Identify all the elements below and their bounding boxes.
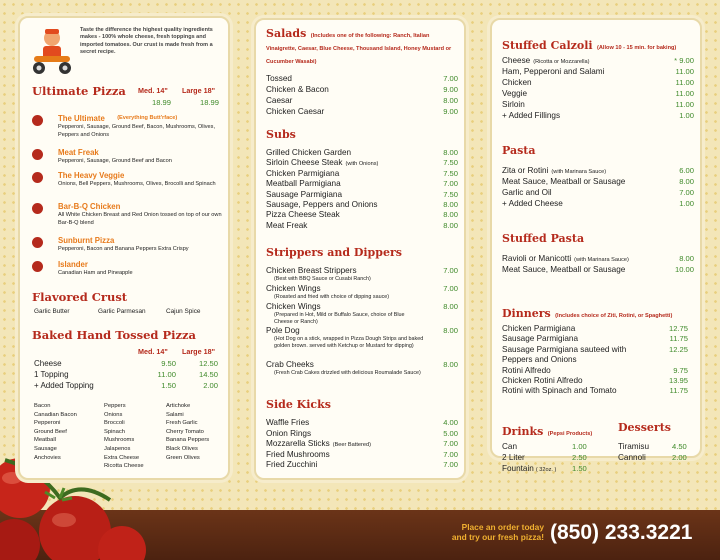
topping-item: Mushrooms xyxy=(104,437,135,444)
dinners-row xyxy=(502,386,688,395)
calzoli-item-price: 11.00 xyxy=(675,89,694,98)
topping-item: Extra Cheese xyxy=(104,454,140,461)
sidekicks-item-label: Fried Mushrooms xyxy=(266,449,330,459)
subs-row xyxy=(266,148,458,157)
salads-title: Salads xyxy=(266,27,307,40)
pizza-bullet-icon xyxy=(32,261,43,272)
pasta-item-note: (with Marinara Sauce) xyxy=(551,169,607,175)
calzoli-item-label: + Added Fillings xyxy=(502,111,561,120)
strippers-item-price: 7.00 xyxy=(443,266,458,275)
flavored-crust-title: Flavored Crust xyxy=(32,290,128,304)
drink-item-name xyxy=(502,442,517,451)
dinners-item-name xyxy=(502,345,626,354)
crust-item: Garlic Butter xyxy=(34,308,70,315)
dinners-row xyxy=(502,334,688,343)
dinners-note: (Includes choice of Ziti, Rotini, or Spaghetti) xyxy=(555,313,673,319)
sidekicks-item-label: Fried Zucchini xyxy=(266,460,318,470)
calzoli-item-label: Cheese xyxy=(502,56,531,65)
dinners-row xyxy=(502,366,688,375)
pasta-item-price: 6.00 xyxy=(679,166,694,175)
strippers-item-name: Crab Cheeks xyxy=(266,360,314,369)
subs-item-name xyxy=(266,179,341,188)
sidekicks-item-price: 7.00 xyxy=(443,449,458,459)
ultimate-large-label: Large 18" xyxy=(182,86,215,95)
salads-item-name xyxy=(266,107,324,116)
sidekicks-item-name xyxy=(266,450,330,459)
strippers-row xyxy=(266,360,458,369)
strippers-item-price: 8.00 xyxy=(443,360,458,369)
dinners-row xyxy=(502,376,688,385)
strippers-row xyxy=(266,302,458,311)
calzoli-item-label: Ham, Pepperoni and Salami xyxy=(502,67,605,76)
dinners-item-name xyxy=(502,355,577,364)
sidekicks-item-price: 5.00 xyxy=(443,428,458,438)
pizza-bullet-icon xyxy=(32,237,43,248)
calzoli-item-note: (Ricotta or Mozzarella) xyxy=(533,59,590,65)
pizza-name: Islander xyxy=(58,260,88,269)
phone-number[interactable]: (850) 233.3221 xyxy=(550,521,693,544)
subs-item-price: 7.50 xyxy=(443,189,458,199)
dinners-item-price: 11.75 xyxy=(669,386,688,396)
subs-item-label: Pizza Cheese Steak xyxy=(266,210,340,220)
sidekicks-row xyxy=(266,429,458,438)
pasta-item-price: 8.00 xyxy=(679,177,694,186)
dinners-item-name xyxy=(502,324,575,333)
calzoli-item-price: 1.00 xyxy=(679,111,694,120)
calzoli-title: Stuffed Calzoli xyxy=(502,39,593,52)
pasta-row xyxy=(502,177,694,186)
topping-item: Sausage xyxy=(34,446,57,452)
sidekicks-item-name xyxy=(266,429,311,438)
drink-item-label: Can xyxy=(502,442,518,451)
topping-item: Jalapenos xyxy=(104,446,131,452)
stuffed_pasta-item-label: Ravioli or Manicotti xyxy=(502,254,572,263)
calzoli-item-price: 11.00 xyxy=(675,67,694,76)
salads-item-label: Tossed xyxy=(266,74,292,83)
subs-item-label: Meat Freak xyxy=(266,220,308,230)
stuffed_pasta-item-name xyxy=(502,254,629,263)
pizza-bullet-icon xyxy=(32,203,43,214)
sidekicks-row xyxy=(266,439,458,448)
sidekicks-item-name xyxy=(266,439,371,448)
subs-item-price: 7.00 xyxy=(443,179,458,189)
calzoli-header xyxy=(502,36,696,54)
sidekicks-item-label: Onion Rings xyxy=(266,428,312,438)
strippers-row xyxy=(266,326,458,335)
calzoli-item-name xyxy=(502,56,590,65)
subs-row xyxy=(266,179,458,188)
calzoli-item-name xyxy=(502,78,532,87)
pasta-row xyxy=(502,199,694,208)
calzoli-row xyxy=(502,67,694,76)
pizza-description: Pepperoni, Bacon and Banana Peppers Extra Crispy xyxy=(58,246,189,252)
drink-item-price: 1.00 xyxy=(572,442,587,451)
salads-row xyxy=(266,96,458,105)
dinners-item-label: Rotini with Spinach and Tomato xyxy=(502,386,617,396)
stuffed_pasta-item-name xyxy=(502,265,625,274)
pasta-item-label: Meat Sauce, Meatball or Sausage xyxy=(502,177,626,186)
salads-item-price: 9.00 xyxy=(443,85,458,94)
pizza-name: Bar-B-Q Chicken xyxy=(58,202,121,211)
subs-item-label: Sausage Parmigiana xyxy=(266,189,343,199)
strippers-item-price: 7.00 xyxy=(443,284,458,293)
subs-item-name xyxy=(266,148,351,157)
stuffed_pasta-item-price: 10.00 xyxy=(674,265,694,274)
pizza-name: The Ultimate xyxy=(58,114,105,123)
calzoli-row xyxy=(502,89,694,98)
dinners-item-label: Rotini Alfredo xyxy=(502,365,551,375)
ultimate-pizza-title: Ultimate Pizza xyxy=(32,84,126,98)
stuffed_pasta-item-price: 8.00 xyxy=(679,254,694,263)
topping-item: Cherry Tomato xyxy=(166,428,204,435)
hand-row-name: 1 Topping xyxy=(34,370,69,379)
strippers-item-desc: (Fresh Crab Cakes drizzled with delicious Roumalade Sauce) xyxy=(274,370,421,376)
pizza-description: Pepperoni, Sausage, Ground Beef, Bacon, Mushrooms, Olives, Peppers and Onions xyxy=(58,124,216,138)
dinners-row xyxy=(502,324,688,333)
topping-item: Artichoke xyxy=(166,403,191,409)
dinners-row xyxy=(502,355,688,364)
pizza-bullet-icon xyxy=(32,115,43,126)
panel-pizza xyxy=(18,16,230,480)
pasta-item-price: 1.00 xyxy=(679,199,694,208)
hand-large-label: Large 18" xyxy=(182,347,215,356)
pizza-name: The Heavy Veggie xyxy=(58,171,125,180)
salads-row xyxy=(266,85,458,94)
topping-item: Canadian Bacon xyxy=(34,411,77,418)
strippers-item-price: 8.00 xyxy=(443,326,458,335)
stuffed_pasta-item-label: Meat Sauce, Meatball or Sausage xyxy=(502,265,626,274)
salads-row xyxy=(266,107,458,116)
strippers-title: Strippers and Dippers xyxy=(266,246,402,259)
sidekicks-row xyxy=(266,418,458,427)
pizza-name: Sunburnt Pizza xyxy=(58,236,115,245)
strippers-item-name: Chicken Wings xyxy=(266,284,321,293)
subs-item-name xyxy=(266,210,340,219)
sidekicks-item-name xyxy=(266,418,309,427)
hand-row-med: 9.50 xyxy=(161,359,176,368)
salads-item-name xyxy=(266,85,329,94)
topping-item: Peppers xyxy=(104,403,126,409)
subs-row xyxy=(266,221,458,230)
pizza-description: Canadian Ham and Pineapple xyxy=(58,270,133,276)
topping-item: Ricotta Cheese xyxy=(104,463,144,470)
pizza-name: Meat Freak xyxy=(58,148,99,157)
subs-row xyxy=(266,169,458,178)
drink-item-note: ( 32oz. ) xyxy=(535,467,557,473)
calzoli-item-price: 11.00 xyxy=(675,78,694,87)
drink-item-label: 2 Liter xyxy=(502,453,525,462)
stuffed_pasta-row xyxy=(502,265,694,274)
subs-row xyxy=(266,190,458,199)
subs-title: Subs xyxy=(266,128,296,141)
strippers-row xyxy=(266,266,458,275)
calzoli-row xyxy=(502,100,694,109)
hand-row-large: 14.50 xyxy=(198,370,218,379)
pizza-description: Pepperoni, Sausage, Ground Beef and Bacon xyxy=(58,158,172,164)
calzoli-row xyxy=(502,111,694,120)
pasta-row xyxy=(502,188,694,197)
hand-row-large: 2.00 xyxy=(203,381,218,390)
calzoli-item-name xyxy=(502,100,525,109)
drink-item-label: Fountain xyxy=(502,464,534,473)
ultimate-large-price: 18.99 xyxy=(200,98,220,107)
pasta-item-name xyxy=(502,166,606,175)
calzoli-item-name xyxy=(502,89,527,98)
subs-item-name xyxy=(266,221,307,230)
pasta-item-label: + Added Cheese xyxy=(502,199,563,208)
subs-item-label: Sausage, Peppers and Onions xyxy=(266,200,378,209)
sidekicks-item-label: Mozzarella Sticks xyxy=(266,439,330,449)
subs-item-name xyxy=(266,200,378,209)
drink-item-price: 1.50 xyxy=(572,464,587,473)
dinners-item-price: 9.75 xyxy=(673,365,688,375)
topping-item: Green Olives xyxy=(166,454,200,461)
hand-row-large: 12.50 xyxy=(198,359,218,368)
subs-item-name xyxy=(266,158,378,167)
salads-item-price: 9.00 xyxy=(443,107,458,116)
dinners-title: Dinners xyxy=(502,307,551,320)
pasta-title: Pasta xyxy=(502,144,536,157)
calzoli-item-label: Chicken xyxy=(502,78,532,87)
subs-row xyxy=(266,210,458,219)
dinners-item-price: 13.95 xyxy=(668,376,688,385)
salads-header xyxy=(266,28,460,67)
sidekicks-item-name xyxy=(266,460,317,469)
pasta-row xyxy=(502,166,694,175)
dessert-item-name: Tiramisu xyxy=(618,442,650,451)
intro-text: Taste the difference the highest quality ingredients makes - 100% whole cheese, fresh toppings and imported tomatoes. Our crust is made fresh from a secret recipe. xyxy=(80,27,213,56)
calzoli-note: (Allow 10 - 15 min. for baking) xyxy=(597,45,677,51)
pasta-item-name xyxy=(502,199,563,208)
strippers-item-desc: (Prepared in Hot, Mild or Buffalo Sauce, choice of Blue Cheese or Ranch) xyxy=(274,312,405,325)
hand-tossed-title: Baked Hand Tossed Pizza xyxy=(32,328,196,342)
topping-item: Meatball xyxy=(34,437,56,444)
dinners-item-label: Chicken Parmigiana xyxy=(502,324,576,333)
dinners-item-label: Sausage Parmigiana xyxy=(502,334,579,344)
hand-row-name: + Added Topping xyxy=(34,381,94,390)
sidekicks-item-price: 4.00 xyxy=(443,418,458,427)
salads-item-label: Chicken & Bacon xyxy=(266,85,329,94)
hand-row-med: 1.50 xyxy=(161,381,176,390)
topping-item: Spinach xyxy=(104,428,125,435)
pizza-bullet-icon xyxy=(32,172,43,183)
dessert-item-price: 2.00 xyxy=(672,453,687,462)
strippers-item-name: Chicken Breast Strippers xyxy=(266,266,357,275)
footer-cta xyxy=(448,522,544,542)
dinners-item-name xyxy=(502,376,583,385)
calzoli-row xyxy=(502,56,694,65)
crust-item: Garlic Parmesan xyxy=(98,308,146,315)
dessert-item-name: Cannoli xyxy=(618,453,646,462)
subs-row xyxy=(266,158,458,167)
drinks-title: Drinks xyxy=(502,425,544,438)
dinners-item-label: Chicken Rotini Alfredo xyxy=(502,376,583,385)
subs-item-price: 7.50 xyxy=(443,168,458,178)
pizza-note: (Everything Butt'rface) xyxy=(117,115,178,121)
drink-item-price: 2.50 xyxy=(572,453,587,462)
pasta-item-label: Garlic and Oil xyxy=(502,188,552,197)
subs-item-note: (with Onions) xyxy=(345,161,379,168)
subs-item-price: 7.50 xyxy=(443,158,458,168)
salads-note: (Includes one of the following: Ranch, Italian Vinaigrette, Caesar, Blue Cheese, Thousand Island, Honey Mustard or Cucumber Wasabi) xyxy=(266,33,452,65)
subs-row xyxy=(266,200,458,209)
salads-row xyxy=(266,74,458,83)
drinks-note: (Pepsi Products) xyxy=(547,431,593,437)
dessert-item-price: 4.50 xyxy=(672,442,687,451)
sidekicks-row xyxy=(266,450,458,459)
pasta-item-price: 7.00 xyxy=(679,188,694,197)
salads-item-name xyxy=(266,74,292,83)
tomato-shape xyxy=(0,519,40,560)
strippers-item-desc: (Roasted and fried with choice of dipping sauce) xyxy=(274,294,390,300)
strippers-item-price: 8.00 xyxy=(443,302,458,311)
calzoli-item-price: * 9.00 xyxy=(674,56,694,65)
subs-item-label: Sirloin Cheese Steak xyxy=(266,158,343,168)
desserts-title: Desserts xyxy=(618,421,671,434)
pizza-description: Onions, Bell Peppers, Mushrooms, Olives, Brocolli and Spinach xyxy=(58,181,216,187)
calzoli-item-price: 11.00 xyxy=(675,100,694,109)
pasta-item-name xyxy=(502,177,625,186)
subs-item-price: 8.00 xyxy=(443,200,458,209)
strippers-item-name: Pole Dog xyxy=(266,326,300,335)
sidekicks-row xyxy=(266,460,458,469)
subs-item-name xyxy=(266,190,342,199)
strippers-item-desc: (Hot Dog on a stick, wrapped in Pizza Dough Strips and baked golden brown. served with Ketchup or Mustard for dipping) xyxy=(274,336,424,349)
topping-item: Salami xyxy=(166,411,184,418)
strippers-item-desc: (Best with BBQ Sauce or Cusabi Ranch) xyxy=(274,276,371,282)
topping-item: Onions xyxy=(104,411,123,418)
topping-item: Black Olives xyxy=(166,446,198,452)
subs-item-label: Chicken Parmigiana xyxy=(266,168,340,178)
subs-item-price: 8.00 xyxy=(443,148,458,157)
dinners-item-price: 12.75 xyxy=(668,324,688,333)
calzoli-item-name xyxy=(502,111,560,120)
topping-item: Banana Peppers xyxy=(166,437,210,444)
dinners-item-price: 12.25 xyxy=(668,344,688,354)
dinners-item-label: Peppers and Onions xyxy=(502,355,577,365)
topping-item: Ground Beef xyxy=(34,428,67,435)
salads-item-price: 8.00 xyxy=(443,96,458,105)
dinners-row xyxy=(502,345,688,354)
stuffed_pasta-row xyxy=(502,254,694,263)
salads-item-label: Chicken Caesar xyxy=(266,107,325,116)
delivery-scooter-icon xyxy=(28,26,76,76)
dinners-item-name xyxy=(502,386,617,395)
pizza-bullet-icon xyxy=(32,149,43,160)
crust-item: Cajun Spice xyxy=(166,308,201,315)
dinners-item-name xyxy=(502,366,551,375)
ultimate-med-label: Med. 14" xyxy=(138,86,168,95)
calzoli-item-name xyxy=(502,67,604,76)
subs-item-label: Meatball Parmigiana xyxy=(266,179,341,189)
pizza-description: All White Chicken Breast and Red Onion tossed on top of our own Bar-B-Q blend xyxy=(58,212,222,226)
dinners-item-name xyxy=(502,334,578,343)
stuffed-pasta-title: Stuffed Pasta xyxy=(502,232,585,245)
footer-line-2: and try our fresh pizza! xyxy=(451,532,544,542)
subs-item-name xyxy=(266,169,339,178)
calzoli-item-label: Sirloin xyxy=(502,100,525,109)
topping-item: Bacon xyxy=(34,403,51,409)
ultimate-med-price: 18.99 xyxy=(152,98,172,107)
panel-calzoli-pasta xyxy=(490,18,702,473)
sidekicks-item-note: (Beer Battered) xyxy=(332,442,371,449)
dinners-item-label: Sausage Parmigiana sauteed with xyxy=(502,344,627,354)
pasta-item-name xyxy=(502,188,552,197)
subs-item-label: Grilled Chicken Garden xyxy=(266,148,352,157)
topping-item: Broccoli xyxy=(104,420,125,427)
topping-item: Fresh Garlic xyxy=(166,420,198,427)
strippers-row xyxy=(266,284,458,293)
salads-item-price: 7.00 xyxy=(443,74,458,83)
topping-item: Pepperoni xyxy=(34,420,61,427)
hand-med-label: Med. 14" xyxy=(138,347,168,356)
drink-item-name xyxy=(502,453,525,462)
calzoli-row xyxy=(502,78,694,87)
stuffed_pasta-item-note: (with Marinara Sauce) xyxy=(574,257,629,263)
sidekicks-item-label: Waffle Fries xyxy=(266,418,310,427)
topping-item: Anchovies xyxy=(34,454,61,461)
salads-item-name xyxy=(266,96,292,105)
drink-item-name xyxy=(502,464,556,473)
panel-salads-subs xyxy=(254,18,466,480)
sidekicks-item-price: 7.00 xyxy=(443,439,458,449)
drinks-header xyxy=(502,422,592,440)
hand-row-med: 11.00 xyxy=(157,370,176,379)
strippers-item-name: Chicken Wings xyxy=(266,302,321,311)
subs-item-price: 8.00 xyxy=(443,210,458,220)
subs-item-price: 8.00 xyxy=(443,220,458,230)
calzoli-item-label: Veggie xyxy=(502,89,528,98)
sidekicks-item-price: 7.00 xyxy=(443,460,458,470)
pasta-item-label: Zita or Rotini xyxy=(502,166,549,175)
sidekicks-title: Side Kicks xyxy=(266,398,331,411)
hand-row-name: Cheese xyxy=(34,359,62,368)
footer-line-1: Place an order today xyxy=(461,522,544,532)
dinners-item-price: 11.75 xyxy=(669,334,688,344)
dinners-header xyxy=(502,304,702,322)
salads-item-label: Caesar xyxy=(266,96,293,105)
